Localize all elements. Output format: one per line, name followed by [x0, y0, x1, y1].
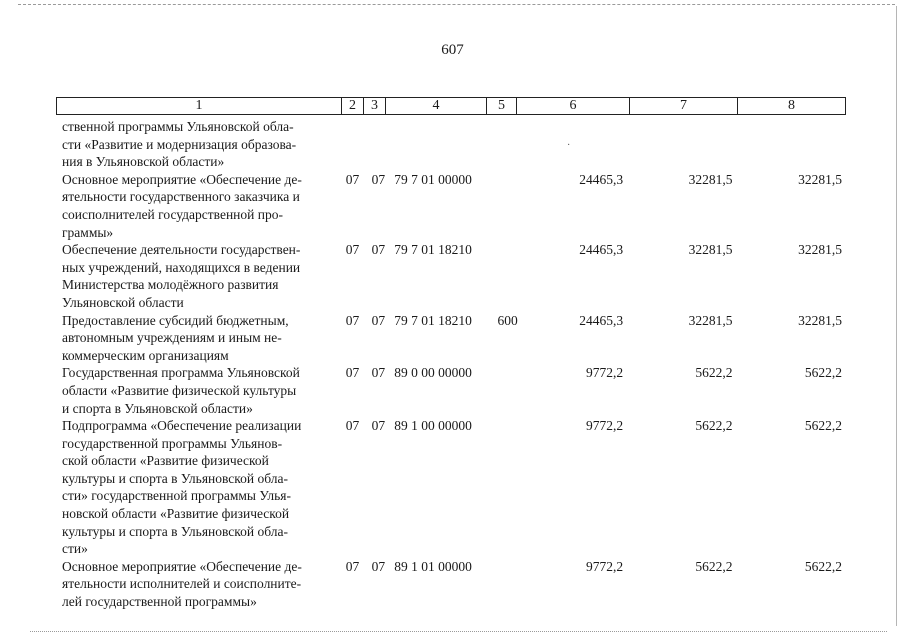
row-description	[62, 171, 333, 241]
description-line: и спорта в Ульяновской области»	[62, 400, 253, 416]
expense-type-code: 600	[497, 312, 518, 328]
scan-edge-bottom	[30, 631, 887, 632]
subsection-code	[366, 118, 390, 171]
amount-col-8	[743, 118, 846, 171]
description-line: сти»	[62, 541, 88, 557]
description-line: Предоставление субсидий бюджетным,	[62, 312, 289, 328]
description-line: ния в Ульяновской области»	[62, 154, 225, 170]
table-header	[56, 97, 846, 115]
description-line: государственной программы Ульянов-	[62, 435, 283, 451]
description-line: ятельности исполнителей и соисполните-	[62, 576, 302, 592]
description-line: коммерческим организациям	[62, 347, 229, 363]
row-description	[62, 364, 333, 417]
table-row	[62, 558, 846, 611]
scan-edge-top	[18, 4, 895, 5]
expense-type-code	[492, 171, 524, 241]
target-article-code	[390, 118, 491, 171]
target-article-code: 79 7 01 18210	[394, 312, 472, 328]
amount-col-6: 24465,3	[579, 242, 624, 258]
amount-col-6: 24465,3	[579, 171, 624, 187]
header-col-3: 3	[364, 98, 386, 114]
section-code: 07	[345, 558, 360, 574]
section-code	[339, 118, 367, 171]
header-col-7: 7	[630, 98, 738, 114]
target-article-code: 89 1 01 00000	[394, 558, 472, 574]
expense-type-code	[492, 364, 524, 417]
target-article-code: 79 7 01 00000	[394, 171, 472, 187]
header-col-5: 5	[487, 98, 517, 114]
description-line: Государственная программа Ульяновской	[62, 365, 300, 381]
table-row	[62, 118, 846, 171]
expense-type-code	[492, 118, 524, 171]
target-article-code: 89 1 00 00000	[394, 418, 472, 434]
target-article-code: 89 0 00 00000	[394, 365, 472, 381]
description-line: Ульяновской области	[62, 294, 184, 310]
description-line: культуры и спорта в Ульяновской обла-	[62, 523, 289, 539]
description-line: ской области «Развитие физической	[62, 453, 269, 469]
amount-col-7: 5622,2	[695, 365, 733, 381]
description-line: лей государственной программы»	[62, 594, 257, 610]
description-line: Основное мероприятие «Обеспечение де-	[62, 558, 302, 574]
table-row	[62, 241, 846, 311]
description-line: области «Развитие физической культуры	[62, 382, 297, 398]
description-line: Подпрограмма «Обеспечение реализации	[62, 418, 302, 434]
description-line: Обеспечение деятельности государствен-	[62, 242, 301, 258]
amount-col-6: 24465,3	[579, 312, 624, 328]
section-code: 07	[345, 418, 360, 434]
amount-col-8: 32281,5	[798, 242, 842, 258]
table-row	[62, 312, 846, 365]
amount-col-7: 5622,2	[695, 558, 733, 574]
amount-col-7: 32281,5	[688, 171, 733, 187]
description-line: граммы»	[62, 224, 114, 240]
row-description	[62, 241, 333, 311]
section-code: 07	[345, 312, 360, 328]
amount-col-8: 5622,2	[804, 418, 842, 434]
section-code: 07	[345, 171, 360, 187]
description-line: культуры и спорта в Ульяновской обла-	[62, 470, 289, 486]
description-line: соисполнителей государственной про-	[62, 206, 283, 222]
description-line: ных учреждений, находящихся в ведении	[62, 259, 301, 275]
description-line: Основное мероприятие «Обеспечение де-	[62, 171, 302, 187]
subsection-code: 07	[371, 365, 386, 381]
subsection-code: 07	[371, 242, 386, 258]
description-line: новской области «Развитие физической	[62, 506, 290, 522]
subsection-code: 07	[371, 171, 386, 187]
table-row	[62, 171, 846, 241]
target-article-code: 79 7 01 18210	[394, 242, 472, 258]
amount-col-7: 32281,5	[688, 312, 733, 328]
header-col-6: 6	[517, 98, 630, 114]
amount-col-6	[524, 118, 633, 171]
subsection-code: 07	[371, 558, 386, 574]
header-col-2: 2	[342, 98, 364, 114]
description-line: ственной программы Ульяновской обла-	[62, 119, 294, 134]
subsection-code: 07	[371, 418, 386, 434]
subsection-code: 07	[371, 312, 386, 328]
table-row	[62, 417, 846, 558]
amount-col-8: 32281,5	[798, 312, 842, 328]
description-line: сти» государственной программы Улья-	[62, 488, 291, 504]
expense-type-code	[492, 558, 524, 611]
row-description	[62, 118, 333, 171]
amount-col-8: 5622,2	[804, 365, 842, 381]
description-line: Министерства молодёжного развития	[62, 277, 279, 293]
description-line: автономным учреждениям и иным не-	[62, 330, 282, 346]
row-description	[62, 312, 333, 365]
description-line: ятельности государственного заказчика и	[62, 189, 300, 205]
amount-col-6: 9772,2	[585, 418, 624, 434]
amount-col-6: 9772,2	[585, 558, 624, 574]
amount-col-6: 9772,2	[585, 365, 624, 381]
section-code: 07	[345, 242, 360, 258]
table-body	[62, 118, 846, 611]
amount-col-7: 5622,2	[695, 418, 733, 434]
description-line: сти «Развитие и модернизация образова-	[62, 136, 297, 152]
amount-col-7: 32281,5	[688, 242, 733, 258]
row-description	[62, 558, 333, 611]
amount-col-8: 32281,5	[798, 171, 842, 187]
page-number: 607	[441, 42, 464, 58]
header-col-1: 1	[57, 98, 342, 114]
scan-artifact-mark: ·	[567, 140, 571, 151]
section-code: 07	[345, 365, 360, 381]
amount-col-7	[633, 118, 742, 171]
header-col-8: 8	[788, 98, 795, 113]
expense-type-code	[492, 417, 524, 558]
scan-edge-right	[896, 6, 897, 626]
table-row	[62, 364, 846, 417]
header-col-4: 4	[386, 98, 487, 114]
row-description	[62, 417, 333, 558]
amount-col-8: 5622,2	[804, 558, 842, 574]
expense-type-code	[492, 241, 524, 311]
